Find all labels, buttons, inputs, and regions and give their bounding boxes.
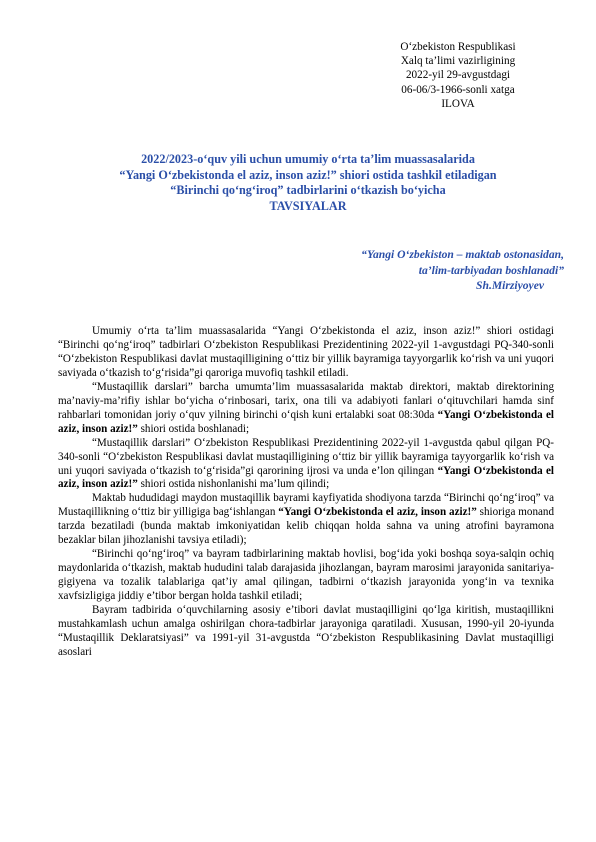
paragraph-text: Maktab hududidagi maydon mustaqillik bayrami kayfiyatida shodiyona tarzda “Birinchi qo‘ng‘iroq” va Mustaqillikning o‘ttiz bir yilligiga bag‘ishlangan: [58, 492, 554, 519]
paragraph: [58, 381, 554, 437]
title-line: “Yangi O‘zbekistonda el aziz, inson aziz!” shiori ostida tashkil etiladigan: [119, 167, 497, 182]
title-line: TAVSIYALAR: [269, 198, 347, 213]
paragraph-text: shiori ostida boshlanadi;: [137, 422, 250, 435]
paragraph: [58, 492, 554, 548]
header-line: 2022-yil 29-avgustdagi: [405, 69, 511, 82]
epigraph-author: Sh.Mirziyoyev: [476, 279, 544, 293]
epigraph-line: “Yangi O‘zbekiston – maktab ostonasidan,: [361, 248, 564, 261]
header-line: ILOVA: [441, 97, 475, 110]
slogan-bold: “Yangi O‘zbekistonda el aziz, inson aziz!”: [58, 464, 555, 491]
header-line: Xalq ta’limi vazirligining: [400, 55, 516, 68]
paragraph-text: “Mustaqillik darslari” O‘zbekiston Respublikasi Prezidentining 2022-yil 1-avgustda qabul qilgan PQ-340-sonli “O‘zbekiston Respublikasi davlat mustaqilligining o‘ttiz bir yillik bayramiga tayyorgarlik ko‘rish va uni yuqori saviyada o‘tkazish to‘g‘risida”gi qarorining ijrosi va unda e’lon qilingan: [58, 436, 554, 477]
header-line: 06-06/3-1966-sonli xatga: [401, 83, 515, 96]
paragraph-text: Umumiy o‘rta ta’lim muassasalarida “Yangi O‘zbekistonda el aziz, inson aziz!” shiori ostidagi “Birinchi qo‘ng‘iroq” tadbirlari O‘zbekiston Respublikasi Prezidentining 2022-yil 1-avgustdagi PQ-340-sonli “O‘zbekiston Respublikasi davlat mustaqilligining o‘ttiz bir yillik bayramiga tayyorgarlik ko‘rish va uni yuqori saviyada o‘tkazish to‘g‘risida”gi qaroriga muvofiq tashkil etiladi.: [58, 325, 554, 379]
epigraph-quote: [264, 247, 564, 294]
paragraph: [58, 437, 554, 493]
slogan-bold: “Yangi O‘zbekistonda el aziz, inson aziz!”: [278, 506, 477, 519]
document-body: [58, 325, 554, 660]
paragraph-text: “Birinchi qo‘ng‘iroq” va bayram tadbirlarining maktab hovlisi, bog‘ida yoki boshqa soya-salqin ochiq maydonlarida o‘tkazish, maktab hududini talab darajasida jihozlangan, bayram marosimi jarayonida sanitariya-gigiyena va tozalik talablariga qat’iy amal qilingan, tadbirni o‘tkazish jarayonida yong‘in va texnika xavfsizligiga jiddiy e’tibor bergan holda tashkil etiladi;: [58, 548, 554, 603]
document-header: [360, 40, 556, 111]
paragraph-text: shioriga monand tarzda bezatiladi (bunda maktab imkoniyatidan kelib chiqqan holda sahna va uning atrofini bayramona bezaklar bilan jihozlanishi tavsiya etiladi);: [58, 506, 555, 547]
paragraph: [58, 548, 554, 604]
header-line: O‘zbekiston Respublikasi: [400, 41, 516, 53]
paragraph-text: Bayram tadbirida o‘quvchilarning asosiy e’tibori davlat mustaqilligini qo‘lga kiritish, mustaqillikni mustahkamlash uchun amalga oshirilgan chora-tadbirlar jarayoniga qaratiladi. Xususan, 1990-yil 20-iyunda “Mustaqillik Deklaratsiyasi” va 1991-yil 31-avgustda “O‘zbekiston Respublikasining Davlat mustaqilligi asoslari: [58, 604, 554, 658]
epigraph-line: ta’lim-tarbiyadan boshlanadi”: [418, 263, 564, 277]
paragraph-text: shiori ostida nishonlanishi ma’lum qilindi;: [137, 478, 330, 491]
paragraph: [58, 325, 554, 381]
title-line: “Birinchi qo‘ng‘iroq” tadbirlarini o‘tkazish bo‘yicha: [170, 183, 446, 198]
document-title: [60, 152, 556, 214]
paragraph: [58, 604, 554, 660]
title-line: 2022/2023-o‘quv yili uchun umumiy o‘rta ta’lim muassasalarida: [141, 152, 475, 166]
slogan-bold: “Yangi O‘zbekistonda el aziz, inson aziz!”: [58, 408, 554, 435]
paragraph-text: “Mustaqillik darslari” barcha umumta’lim muassasalarida maktab direktori, maktab direktorining ma’naviy-ma’rifiy ishlar bo‘yicha o‘rinbosari, tarix, ona tili va adabiyoti fanlari o‘qituvchilari hamda sinf rahbarlari tomonidan joriy o‘quv yilning birinchi o‘qish kuni ertalabki soat 08:30da: [58, 380, 554, 421]
